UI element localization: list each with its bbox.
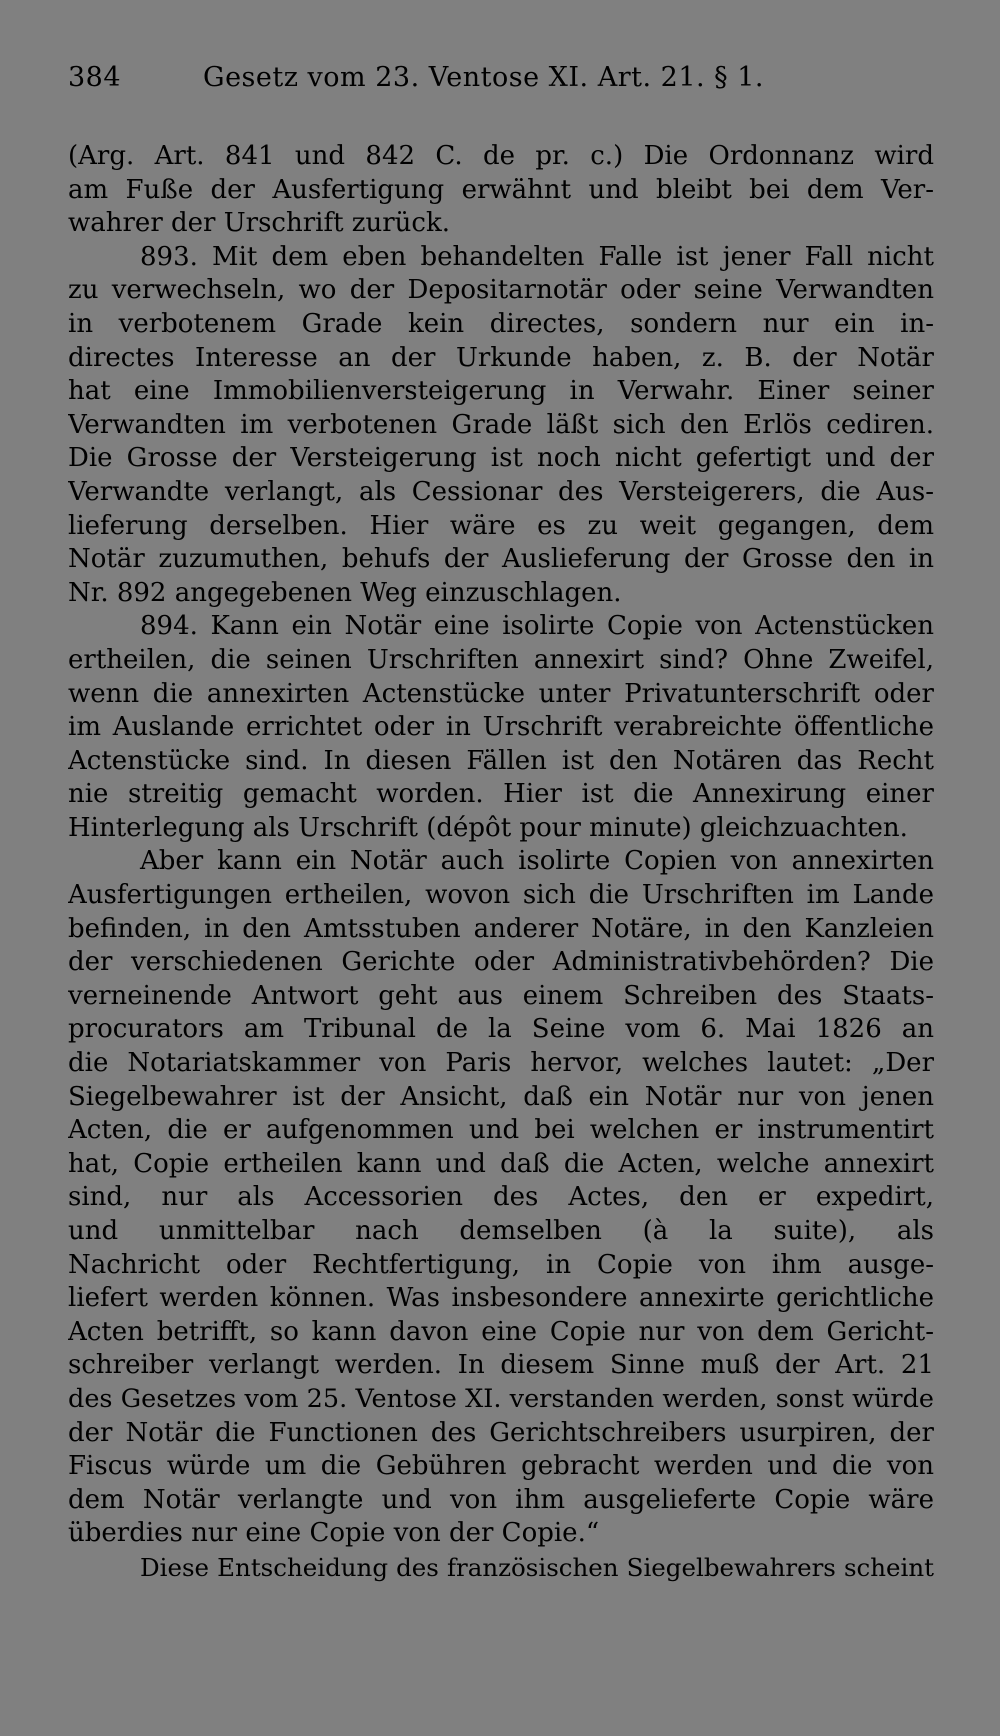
text-line: Actenstücke sind. In diesen Fällen ist den Notären das Recht (68, 745, 934, 776)
text-line: der verschiedenen Gerichte oder Administrativbehörden? Die (68, 947, 934, 978)
text-line: hat, Copie ertheilen kann und daß die Acten, welche annexirt (68, 1148, 934, 1179)
text-line: verneinende Antwort geht aus einem Schreiben des Staats- (68, 980, 934, 1011)
text-line: hat eine Immobilienversteigerung in Verwahr. Einer seiner (68, 376, 934, 407)
text-line: 894. Kann ein Notär eine isolirte Copie von Actenstücken (140, 611, 934, 642)
running-title: Gesetz vom 23. Ventose XI. Art. 21. § 1. (203, 62, 765, 93)
text-line: Verwandte verlangt, als Cessionar des Versteigerers, die Aus- (68, 476, 934, 507)
text-line: wahrer der Urschrift zurück. (68, 208, 451, 239)
text-line: schreiber verlangt werden. In diesem Sinne muß der Art. 21 (68, 1350, 934, 1381)
text-line: Acten, die er aufgenommen und bei welchen er instrumentirt (68, 1115, 934, 1146)
text-line: im Auslande errichtet oder in Urschrift verabreichte öffentliche (68, 712, 934, 743)
text-line: Notär zuzumuthen, behufs der Auslieferung der Grosse den in (68, 544, 934, 575)
text-line: in verbotenem Grade kein directes, sondern nur ein in- (68, 308, 934, 339)
text-line: überdies nur eine Copie von der Copie.“ (68, 1518, 600, 1549)
text-line: liefert werden können. Was insbesondere annexirte gerichtliche (68, 1283, 934, 1314)
text-line: nie streitig gemacht worden. Hier ist die Annexirung einer (68, 779, 934, 810)
text-line: Siegelbewahrer ist der Ansicht, daß ein Notär nur von jenen (68, 1081, 934, 1112)
text-line: wenn die annexirten Actenstücke unter Privatunterschrift oder (68, 678, 934, 709)
page-number: 384 (68, 62, 122, 93)
text-line: Die Grosse der Versteigerung ist noch nicht gefertigt und der (68, 443, 934, 474)
text-line: (Arg. Art. 841 und 842 C. de pr. c.) Die Ordonnanz wird (68, 141, 934, 171)
text-line: befinden, in den Amtsstuben anderer Notäre, in den Kanzleien (68, 913, 934, 944)
text-line: sind, nur als Accessorien des Actes, den er expedirt, (68, 1182, 934, 1213)
text-line: lieferung derselben. Hier wäre es zu weit gegangen, dem (68, 510, 934, 541)
text-line: 893. Mit dem eben behandelten Falle ist jener Fall nicht (140, 241, 934, 272)
text-line: am Fuße der Ausfertigung erwähnt und bleibt bei dem Ver- (68, 174, 934, 205)
text-line: die Notariatskammer von Paris hervor, welches lautet: „Der (68, 1048, 934, 1079)
text-line: des Gesetzes vom 25. Ventose XI. verstanden werden, sonst würde (68, 1383, 934, 1414)
text-line: der Notär die Functionen des Gerichtschreibers usurpiren, der (68, 1417, 934, 1448)
text-line: Acten betrifft, so kann davon eine Copie nur von dem Gericht- (68, 1316, 934, 1347)
text-line: Fiscus würde um die Gebühren gebracht werden und die von (68, 1451, 934, 1482)
text-line: dem Notär verlangte und von ihm ausgelieferte Copie wäre (68, 1484, 934, 1515)
text-line: Aber kann ein Notär auch isolirte Copien von annexirten (140, 846, 934, 877)
text-line: und unmittelbar nach demselben (à la suite), als (68, 1216, 934, 1246)
text-line: Nr. 892 angegebenen Weg einzuschlagen. (68, 577, 622, 608)
text-line: Verwandten im verbotenen Grade läßt sich den Erlös cediren. (68, 409, 934, 440)
text-line: Ausfertigungen ertheilen, wovon sich die Urschriften im Lande (68, 880, 934, 911)
text-line: procurators am Tribunal de la Seine vom 6. Mai 1826 an (68, 1014, 934, 1045)
text-line: ertheilen, die seinen Urschriften annexirt sind? Ohne Zweifel, (68, 644, 934, 675)
text-line: zu verwechseln, wo der Depositarnotär oder seine Verwandten (68, 275, 934, 306)
book-page (68, 62, 934, 1585)
text-line: Diese Entscheidung des französischen Siegelbewahrers scheint (140, 1552, 934, 1582)
text-line: Nachricht oder Rechtfertigung, in Copie von ihm ausge- (68, 1249, 934, 1280)
text-line: Hinterlegung als Urschrift (dépôt pour minute) gleichzuachten. (68, 812, 908, 843)
body-text (68, 140, 934, 1585)
text-line: directes Interesse an der Urkunde haben, z. B. der Notär (68, 342, 934, 373)
page-header (68, 62, 934, 112)
